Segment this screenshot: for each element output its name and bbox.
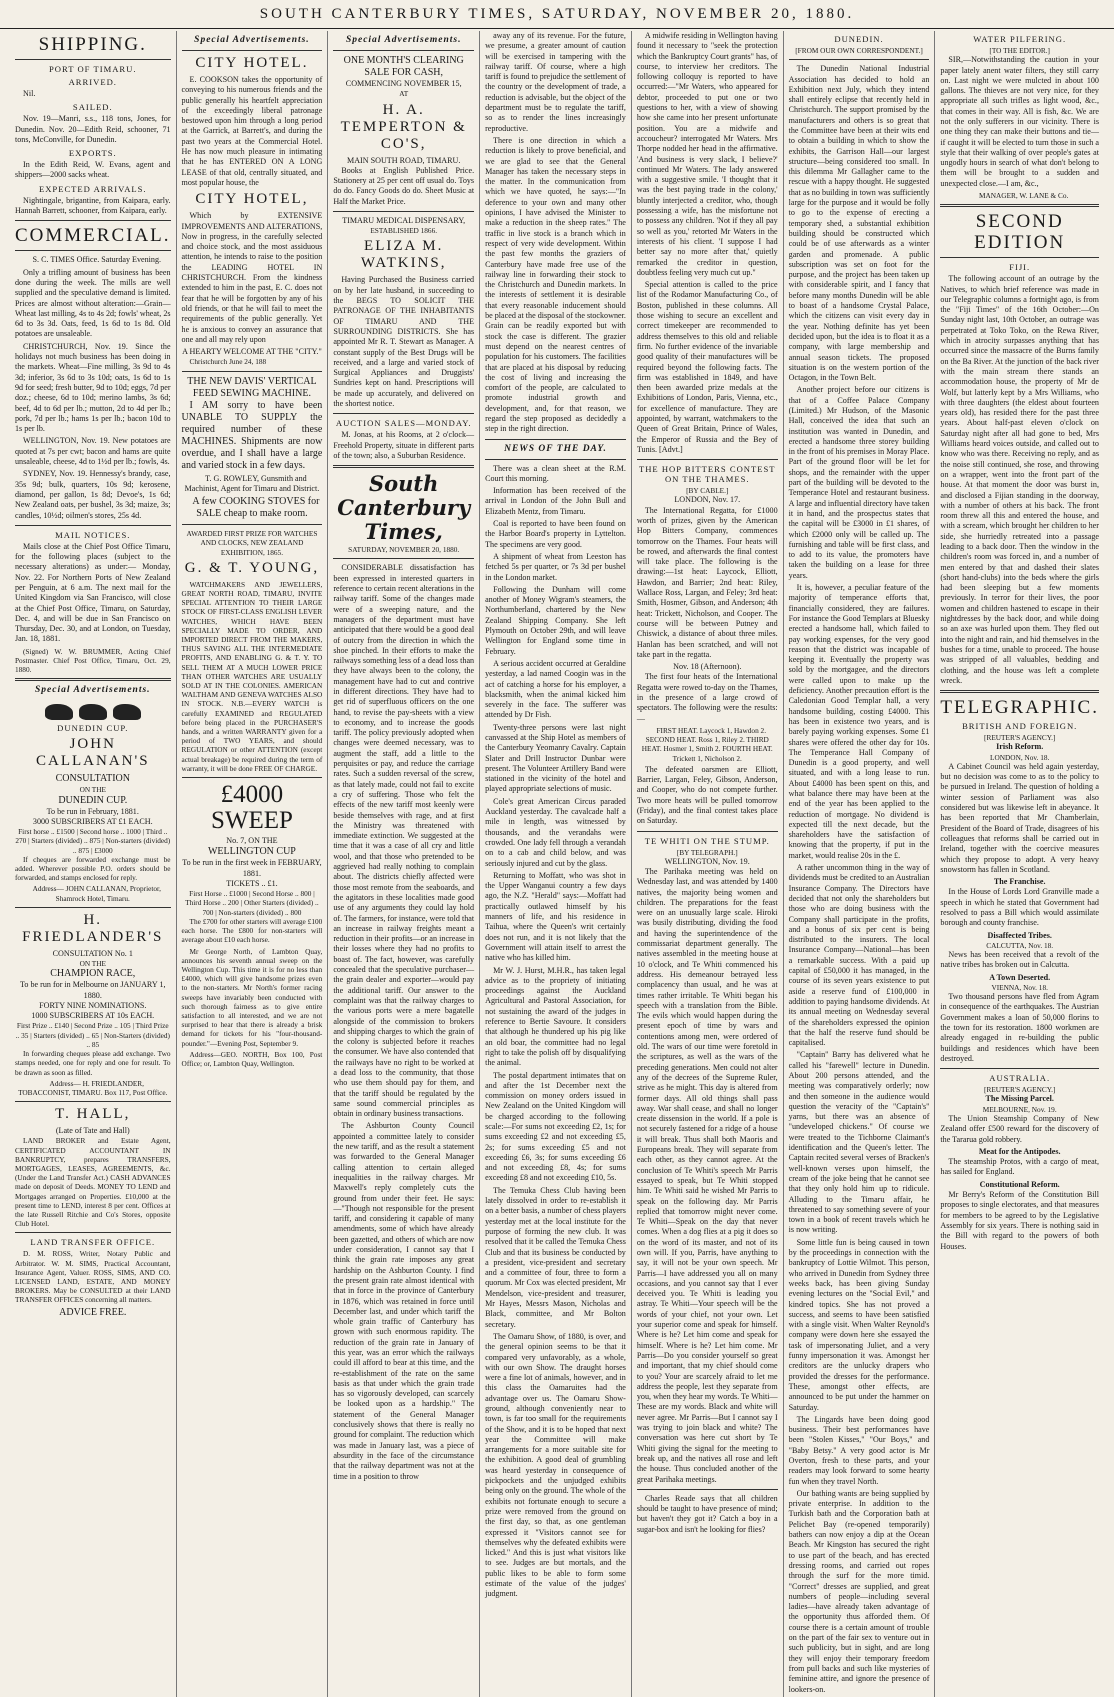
city-hotel-title: CITY HOTEL. — [195, 55, 309, 71]
temperton-date: COMMENCING NOVEMBER 15, — [345, 79, 462, 88]
meat-title: Meat for the Antipodes. — [978, 1146, 1061, 1156]
heat-results: FIRST HEAT. Laycock 1, Hawdon 2. SECOND HEAT. Ross 1, Riley 2. THIRD HEAT. Hosmer 1, Smith 2. FOURTH HEAT. Trickett 1, Nicholson 2. — [641, 725, 773, 763]
mail-title: MAIL NOTICES. — [55, 529, 131, 540]
divider — [15, 907, 171, 908]
news-item: Coal is reported to have been found on the Harbor Board's property in Lyttelton. The specimens are very good. — [485, 519, 626, 549]
callanan-title: JOHN CALLANAN'S — [36, 736, 150, 770]
temperton-head: ONE MONTH'S CLEARING SALE FOR CASH, — [343, 55, 464, 78]
friedlander-subs: 1000 SUBSCRIBERS AT 10s EACH. — [31, 1011, 155, 1021]
friedlander-address: Address— H. FRIEDLANDER, TOBACCONIST, TIMARU. Box 117, Post Office. — [18, 1078, 168, 1097]
exports-label: EXPORTS. — [68, 148, 117, 159]
sweep-tickets: TICKETS .. £1. — [226, 878, 278, 888]
constitutional-title: Constitutional Reform. — [979, 1179, 1060, 1189]
commercial-text: Only a trifling amount of business has been done during the week. The mills are well supplied and the speculative demand is limited. Prices are almost without alteration:—Grain—Wheat last milling, 4s to 4s 2d; fowls' wheat, 2s 6d to 3s 3d. Oats, feed, 1s 6d to 1s 8d. Old potatoes are unsaleable. — [15, 267, 171, 339]
divider — [789, 59, 930, 60]
missing-text: The Union Steamship Company of New Zealand offer £500 reward for the discovery of the Tararua gold robbery. — [940, 1113, 1099, 1144]
divider — [182, 50, 323, 51]
coffee-palace-2: It is, however, a peculiar feature of the majority of temperance efforts that, financially considered, they are failures. For instance the Good Templars at Bluesky erected a handsome hall, which failed to pay working expenses, for the very good reason that the district was incapable of keeping it. Eventually the property was sold by the mortgagee, and the directors were called upon to make up the deficiency. Another precaution effort is the Caledonian Good Templar hall, a very handsome building, costing £4000. This has been in existence two years, and is barely paying working expenses. Some £1 shares were offered the other day for 10s. The Temperance Hall Company of Dunedin is a good property, and well situated, and with a long lease to run. About £4000 has been spent on this, and what balance there may have been at the end of the year has been applied to the reduction of mortgage. No dividend is expected till the next decade, but the shareholders have the satisfaction of knowing that the property, if put in the market, would realise 20s in the £. — [788, 583, 930, 860]
sailed-text: Nov. 19—Manri, s.s., 118 tons, Jones, for Dunedin. Nov. 20—Edith Reid, schooner, 71 tons, McConville, for Dunedin. — [15, 114, 171, 144]
ross-title: LAND TRANSFER OFFICE. — [30, 1237, 156, 1248]
meat-text: The steamship Protos, with a cargo of meat, has sailed for England. — [940, 1157, 1099, 1177]
friedlander-noms: FORTY NINE NOMINATIONS. — [39, 1000, 147, 1010]
reuter-label: [REUTER'S AGENCY.] — [984, 733, 1056, 743]
news-item: The postal department intimates that on and after the 1st December next the commission on money orders issued in New Zealand on the United Kingdom will be charged according to the following scale:—For sums not exceeding £2, 1s; for sums exceeding £2 and not exceeding £5, 2s; for sums exceeding £5 and not exceeding £6, 3s; for sums exceeding £6 and not exceeding £8, 4s; for sums exceeding £8 and not exceeding £10, 5s. — [485, 1070, 626, 1183]
horse-icon — [45, 704, 73, 720]
column-6 — [784, 31, 936, 1697]
sydney-market: SYDNEY, Nov. 19. Hennessy's brandy, case, 35s 9d; bulk, quarters, 10s 9d; kerosene, diamond, per gallon, 1s 8d; Devoe's, 1s 6d; New Zealand oats, per bushel, 3s 3d; maize, 3s; candles, 10½d; oilmen's stores, 25s 4d. — [15, 469, 171, 520]
divider — [15, 525, 171, 526]
sweep-run: To be run in the first week in FEBRUARY, 1881. — [182, 858, 322, 878]
callanan-on: ON THE — [79, 785, 106, 795]
callanan-prizes: First horse .. £1500 | Second horse .. 1000 | Third .. 270 | Starters (divided) .. 875 | Non-starters (divided) .. 875 | £3000 — [15, 827, 171, 855]
temperton-items: Books at English Published Price. Stationery at 25 per cent off usual do. Toys do do. Fancy Goods do do. Sheet Music at Half the Market Price. — [333, 165, 475, 206]
water-text: SIR,—Notwithstanding the caution in your paper lately anent water filters, they still carry on. Last night we were mulcted in about 100 gallons. The thieves are not very nice, for they appropriate all such trifles as light wood, &c., that comes in their way. All is fish, &c. We are not the only sufferers in our vicinity. There is one thing they can make their buttons and tie—if caught it will be elected to turn those in such a style that their walking of over people's gates at ungodly hours in search of what don't belong to them will be brought to a sudden and unexpected close.—I am, &c., — [940, 55, 1099, 188]
tewhiti-title: TE WHITI ON THE STUMP. — [644, 835, 770, 846]
callanan-subs: 3000 SUBSCRIBERS AT £1 EACH. — [32, 816, 153, 826]
temperton-at: AT — [399, 89, 409, 99]
irish-text: A Cabinet Council was held again yesterday, but no decision was come to as to the policy to be pursued in Ireland. The question of holding a winter session of Parliament was also considered but was likewise left in abeyance. It has been reported that Mr Chamberlain, President of the Board of Trade, disagrees of his colleagues that reforms shall be carried out in Ireland, together with the coercive measures which they propose to adopt. A very heavy snowstorm has fallen in Scotland. — [940, 761, 1099, 874]
callanan-consult: CONSULTATION — [55, 773, 130, 785]
column-7 — [935, 31, 1104, 1697]
friedlander-on: ON THE — [79, 959, 106, 969]
horse-icon — [113, 704, 141, 720]
divider — [333, 50, 474, 51]
irish-title: Irish Reform. — [996, 742, 1044, 752]
divider — [15, 59, 171, 60]
sailed-label: SAILED. — [72, 102, 113, 113]
friedlander-prizes: First Prize .. £140 | Second Prize .. 105 | Third Prize .. 35 | Starters (divided) .. 65 | Non-Starters (divided) .. 85 — [15, 1021, 170, 1049]
dunedin-cup-label: DUNEDIN CUP. — [57, 723, 129, 734]
dunedin-text: The Dunedin National Industrial Association has decided to hold an Exhibition next July, which they intend shall entirely eclipse that recently held in Christchurch. The support promised by the manufacturers and others is so great that the Committee have been at their wits end to obtain a building in which to show the exhibits, the Garrison Hall—our largest structure—being considered too small. In this dilemma Mr Gallagher came to the rescue with a happy thought. He suggested that as no building in town was sufficiently large for the purpose and it would be folly to go to the expense of erecting a temporary shed, a substantial exhibition building should be constructed which could be of use afterwards as a winter garden and promenade. A public subscription was set on foot for the purpose, and the project has been taken up with considerable spirit, and I fancy that before many months Dunedin will be able to boast of a handsome Crystal Palace, which the citizens can visit every day in the year. Nothing definite has yet been decided upon, but the idea is to float it as a company, with large membership and annual season tickets. The proposed situation is on the western portion of the Octagon, in the Town Belt. — [788, 64, 930, 383]
constitutional-text: Mr Berry's Reform of the Constitution Bill proposes to single electorates, and that measures for members to be agreed to by the Legislative Assembly for six years. There is nothing said in the Bill with regard to the powers of both Houses. — [940, 1190, 1099, 1251]
divider — [940, 1068, 1099, 1069]
sweep-prizes: First Horse .. £1000 | Second Horse .. 800 | Third Horse .. 200 | Other Starters (divided) .. 700 | Non-starters (divided) .. 800 — [185, 889, 319, 917]
expected-label: EXPECTED ARRIVALS. — [38, 183, 147, 194]
midwife-item: A midwife residing in Wellington having found it necessary to "seek the protection which the Bankruptcy Court grants" has, of course, to interview her creditors. The following colloquy is reported to have occurred:—"Mr Waters, who appeared for debtor, proceeded to put one or two questions to her, with a view of showing how she came into her present unfortunate position. You are a midwife and accoucheur? interrogated Mr Waters. Mrs Thorpe nodded her head in the affirmative. 'And business is very slack, I believe?' continued Mr Waters. The lady answered with a suggestive smile. 'I thought that it was the best paying trade in the colony,' bluntly interjected a creditor, who, though possessing a wife, has the misfortune not to possess any children. 'Not if they all pay so well as you,' retorted Mr Waters in the interests of his client. 'I suppose I had better say no more after that,' quietly remarked the creditor in question, doubtless feeling very much cut up." — [636, 31, 778, 277]
missing-title: The Missing Parcel. — [985, 1094, 1054, 1104]
dunedin-title: DUNEDIN. — [834, 34, 884, 44]
divider — [637, 831, 778, 832]
callanan-note: If cheques are forwarded exchange must be added. Wherever possible P.O. orders should be forwarded, and stamps enclosed for reply. — [15, 854, 171, 883]
young-text: WATCHMAKERS AND JEWELLERS, GREAT NORTH ROAD, TIMARU, INVITE SPECIAL ATTENTION TO THEIR LARGE STOCK OF FIRST-CLASS ENGLISH LEVER WATCHES, WHICH HAVE BEEN SPECIALLY MADE TO ORDER, AND IMPORTED DIRECT FROM THE MAKERS, THUS SAVING ALL THE INTERMEDIATE PROFITS, AND ENABLING G. & T. Y. TO SELL THEM AT A MUCH LOWER PRICE THAN OTHER WATCHES ARE USUALLY SOLD AT IN THE COLONIES. AMERICAN WALTHAM AND GENEVA WATCHES ALSO IN STOCK. N.B.—EVERY WATCH is carefully EXAMINED and REGULATED before being placed in the PURCHASER'S hands, and a written WARRANTY given for a period of TWO YEARS, and should REGULATION or other ATTENTION (except actual breakage) be required during the term of warranty, it will be done FREE OF CHARGE. — [181, 579, 323, 773]
arrived-text: Nil. — [23, 89, 36, 98]
divider — [182, 777, 323, 778]
divider — [940, 690, 1099, 693]
disaffected-title: Disaffected Tribes. — [987, 930, 1052, 940]
mail-sign: (Signed) W. W. BRUMMER, Acting Chief Postmaster. Chief Post Office, Timaru, Oct. 29, 1880. — [15, 646, 171, 675]
city-hotel-title-2: CITY HOTEL, — [195, 191, 309, 208]
divider — [182, 371, 323, 372]
divider — [333, 211, 474, 212]
ross-text: D. M. ROSS, Writer, Notary Public and Arbitrator. W. M. SIMS, Practical Accountant, Insurance Agent, Valuer. ROSS, SIMS, AND CO. LICENSED LAND, ESTATE, AND MONEY BROKERS. May be CONSULTED at their LAND TRANSFER OFFICES concerning all matters. — [15, 1249, 171, 1305]
deserted-dateline: VIENNA, Nov. 18. — [991, 982, 1048, 992]
divider — [15, 678, 171, 681]
callanan-run: To be run in February, 1881. — [46, 806, 139, 816]
reuter-label-2: [REUTER'S AGENCY.] — [984, 1085, 1056, 1095]
reade-item: Charles Reade says that all children should be taught to have presence of mind; but haven't they got it? Catch a boy in a sugar-box and isn't he looking for flies? — [636, 1493, 778, 1534]
friedlander-title: H. FRIEDLANDER'S — [22, 911, 164, 945]
sweep-cup: WELLINGTON CUP — [207, 846, 296, 858]
temperton-name: H. A. TEMPERTON & CO'S, — [340, 101, 467, 152]
divider — [637, 459, 778, 460]
friedlander-run: To be run for in Melbourne on JANUARY 1, 1880. — [20, 980, 166, 1000]
tewhiti-tel: [BY TELEGRAPH.] — [676, 847, 738, 857]
hop-text-2: The first four heats of the International Regatta were rowed to-day on the Thames, in the presence of a large crowd of spectators. The following were the results:— — [636, 672, 778, 723]
divider — [333, 465, 474, 468]
newspaper-flag: South Canterbury Times, — [337, 471, 471, 545]
news-item: Twenty-three persons were last night canvassed at the Ship Hotel as members of the Canterbury Yeomanry Cavalry. Captain Slater and Drill Instructor Dunbar were present. The Volunteer Artillery Band were stationed in the vicinity of the hotel and played appropriate selections of music. — [485, 722, 626, 794]
watkins-text: Having Purchased the Business carried on by her late husband, in succeeding to the BEGS TO SOLICIT THE PATRONAGE OF THE INHABITANTS OF TIMARU AND THE SURROUNDING DISTRICTS. She has appointed Mr R. T. Stewart as Manager. A constant supply of the Best Drugs will be received, and a large and varied stock of Surgical Appliances and Druggists' Sundries kept on hand. Prescriptions will be made up accurately, and delivered on the shortest notice. — [333, 275, 475, 409]
leader-continued: away any of its revenue. For the future, we presume, a greater amount of caution will be exercised in tampering with the railway tariff. Of course, where a high tariff is found to prejudice the settlement of the country or the development of trade, a reduction is advisable, but the object of the department must be to regulate the tariff, so as to render the lines increasingly reproductive. — [485, 31, 626, 133]
davis-sign: T. G. ROWLEY, Gunsmith and Machinist, Agent for Timaru and District. — [184, 473, 320, 493]
young-ad — [182, 529, 323, 577]
auction-text: M. Jonas, at his Rooms, at 2 o'clock—Freehold Property, situate in different parts of the town; also, a Suburban Residence. — [333, 430, 475, 460]
barry-item: "Captain" Barry has delivered what he called his "farewell" lecture in Dunedin. About 200 persons attended, and the meeting was comparatively orderly; now and then someone in the audience would question the veracity of the "Captain's" yarns, but there was an absence of "undeveloped chickens." Of course we were treated to the Tichborne Claimant's identification and the Queen's letter. The Captain recited several verses of Bracken's well-known verses upon himself, the cream of the joke being that he cannot see that they only hold him up to ridicule. Alluding to the Timaru affair, he threatened to say something severe of your town in a book of recent travels which he is now writing. — [788, 1050, 930, 1235]
leader-article-2: The Ashburton County Council appointed a committee lately to consider the new tariff, and as the result a statement was forwarded to the General Manager calling attention to certain alleged inequalities in the railway charges. Mr Maxwell's reply completely cuts the ground from under their feet. He says:—"Though not responsible for the present tariff, and considering it capable of many amendments, some of which have already been gazetted, and others of which are now under consideration, I cannot say that I think the grain rate imposes any great hardship on the Ashburton County. I find the present grain rate almost identical with that in force in the province of Canterbury in 1876, which was retained in force until December last, and under which tariff the whole grain traffic of Canterbury has grown with such enormous rapidity. The reduction of the grain rate in January of this year, was an error which the railways could ill afford to bear at this time, and the re-establishment of the rate on the same basis as that under which the grain trade has so vigorously developed, can scarcely be looked upon as a hardship." The statement of the General Manager conclusively shows that there is really no ground for complaint. The reduction which was made in January last, was a piece of absurdity in the face of the circumstance that the railway department was not at the time in a position to throw — [333, 1121, 475, 1481]
watkins-title: ELIZA M. WATKINS, — [360, 238, 447, 272]
divider — [15, 250, 171, 251]
divider — [485, 459, 626, 460]
missing-dateline: MELBOURNE, Nov. 19. — [982, 1104, 1057, 1114]
lingards-item: The Lingards have been doing good business. Their best performances have been "Stolen Kisses," "Our Boys," and "Baby Betsy." A very good actor is Mr Overton, fresh to these parts, and your readers may look forward to some hearty fun when they travel North. — [788, 1414, 930, 1486]
insurance-item: A rather uncommon thing in the way of dividends must be credited to an Australian Insurance Company. The Directors have decided that not only the shareholders but those who are doing business with the Company shall participate in the profits, and a bonus of six per cent is being distributed to the insurers. The local Insurance Company—National—has been a remarkable success. With a paid up capital of £50,000 it has managed, in the course of its seven years existence to put aside a reserve fund of £100,000 in addition to paying handsome dividends. At its annual meeting on Wednesday several of the shareholders expressed the opinion that the half the reserve fund should be capitalised. — [788, 863, 930, 1048]
divider — [940, 257, 1099, 258]
city-hotel-date: Christchurch June 24, 188 — [189, 357, 267, 367]
advice-free: ADVICE FREE. — [59, 1306, 127, 1318]
deserted-title: A Town Deserted. — [989, 972, 1051, 982]
leader-continued-2: There is one direction in which a reduction is likely to prove beneficial, and we are glad to see that the General Manager has taken the necessary steps in the matter. In the communication from which we have quoted, he says:—"In deference to your own and many other opinions, I have advised the Minister to make a reduction in the sheep rates." The traffic in live stock is a branch which in respect of very wide development. Within the past few months the graziers of Canterbury have made free use of the railway line in forwarding their stock to the Christchurch and Dunedin markets. In the interests of settlement it is desirable that every reasonable inducement should be placed at the disposal of the stockowner. Grain can be readily exported but with stock the case is different. The grazier must depend on the nearest centres of population for his customers. The facilities that are placed at his disposal by reducing the cost of living and increasing the comfort of the people, are calculated to promote industrial growth and development, and, for that reason, we regard the step proposed as decidedly a step in the right direction. — [485, 135, 626, 434]
shipping-title: SHIPPING. — [38, 34, 147, 55]
second-edition: SECOND EDITION — [974, 211, 1066, 254]
news-item: The Oamaru Show, of 1880, is over, and the general opinion seems to be that it compared very unfavorably, as a whole, with our own Show. The draught horses were a fine lot of animals, however, and in this class the Oamaruites had the advantage over us. The Oamaru Show-ground, although conveniently near to town, is far too small for the requirements of the Show, and it is to be hoped that next year the Committee will make arrangements for a more suitable site for the exhibition. A good deal of grumbling was heard yesterday in consequence of pickpockets and the unjudged exhibits being only on the ground. The whole of the exhibits not fortunate enough to secure a prize were removed from the ground on the first day, so that, as one gentleman expressed it "Visitors cannot see for themselves why the defeated exhibits were licked." And this is just what visitors like to see. Judges are but mortals, and the public likes to be able to form some estimate of the value of the judges' judgment. — [485, 1331, 626, 1599]
tewhiti-text: The Parihaka meeting was held on Wednesday last, and was attended by 1400 natives, the majority being women and children. The preparations for the feast were on an unusually large scale. Hiroki was busily distributing, dividing the food and having the superintendence of the commissariat department generally. The natives assembled in the meeting house at 10 o'clock, and Te Whiti commenced his address. His demeanour betrayed less complacency than usual, and he was at times rather irritable. Te Whiti began his speech with a translation from the Bible. The evils which would happen during the present epoch of time by wars and contentions among men, were ordered of old. The wars of our time were foretold in the scriptures, as well as the wars of the preceding generations. Men could not alter any of the decrees of the Supreme Ruler, strive as he might. This day is altered from former days. All old things shall pass away. War shall cease, and shall no longer create dissension in the world. If a pole is not securely fastened for a ridge of a house it will break. Thus shall both Maoris and Europeans break. They will separate from each other, as they cannot agree. At the conclusion of Te Whiti's speech Mr Parris essayed to speak, but Te Whiti stopped him. Te Whiti said he wished Mr Parris to speak on the following day. Mr Parris replied that tomorrow might never come. Te Whiti—Speak on the day that never comes. When a dog flies at a pig it does so on the word of its master, and not of its own will. If you, Parris, have anything to say, it will not be your own speech. Mr Parris—I have addressed you all on many occasions, and you cannot say that I ever deceived you. Te Whiti is leading you astray. Te Whiti—Your speech will be the words of your chief, not your own. Let your superior come and speak for himself. Where is he? Let him come and speak for himself. Where is he? Let him come. Mr Parris—Do you consider yourself so great and important, that my chief should come to you? Your are scarcely afraid to let me address the people, lest they separate from you, when they hear my words. Te Whiti—These are my words. Black and white will never agree. Mr Parris—But I cannot say I was trying to join black and white? The conversation was here cut short by Te Whiti giving the signal for the meeting to break up, and the natives all rose and left the house. Thus concluded another of the great Parihaka meetings. — [636, 867, 778, 1484]
column-3 — [328, 31, 480, 1697]
christchurch-market: CHRISTCHURCH, Nov. 19. Since the holidays not much business has been doing in the markets. Wheat—Fine milling, 3s 9d to 4s 3d; inferior, 3s 6d to 3s 10d; oats, 1s 6d to 1s 9d for seed; fresh butter, 9d to 10d; eggs, 7d per doz.; cheese, 6d to 10d; merino lambs, 3s 6d; beef, 4d to 6d per lb.; mutton, 2d to 4d per lb.; pork, 7d per lb.; hams 1s per lb.; bacon 10d to 1s per lb. — [15, 341, 171, 434]
news-item: Information has been received of the arrival in London of the John Bull and Elizabeth Mentz, from Timaru. — [485, 486, 626, 516]
city-hotel-welcome: A HEARTY WELCOME AT THE "CITY." — [182, 347, 322, 357]
bathing-item: Our bathing wants are being supplied by private enterprise. In addition to the Turkish bath and the Corporation bath at Pelichet Bay (re-opened temporarily) bathers can now enjoy a dip at the Ocean Beach. Mr Kingston has secured the right to use part of the beach, and has erected dressing rooms, and carried out ropes through the surf for the more timid. "Correct" dresses are supplied, and great numbers of people—including several ladies—have already taken advantage of the opportunity thus afforded them. Of course there is a certain amount of trouble on the part of the fair sex to venture out in such publicity, but in sight, and are long they will enjoy their temporary freedom from pull backs and such like mysteries of feminine attire, and ignore the presence of lookers-on. — [788, 1488, 930, 1694]
friedlander-consult: CONSULTATION No. 1 — [52, 948, 133, 958]
mail-text: Mails close at the Chief Post Office Timaru, for the following places (subject to the necessary alterations) as under:— Monday, Nov. 22. For Northern Ports of New Zealand per Penguin, at 6 a.m. The next mail for the United Kingdom via San Francisco, will close at the Chief Post Office, Timaru, on Saturday, Dec. 4, and will be due in San Francisco on Thursday, Dec. 30, and at London, on Tuesday, Jan. 18, 1881. — [15, 541, 171, 644]
sweep-ad — [182, 782, 323, 917]
column-5 — [632, 31, 784, 1697]
friedlander-note: In forwarding cheques please add exchange. Two stamps needed, one for reply and one for result. To be drawn as soon as filled. — [15, 1049, 171, 1077]
news-item: Following the Dunham will come another of Money Wigram's steamers, the Northumberland, chartered by the New Zealand Shipping Company. She left Plymouth on October 29th, and will leave Wellington for England some time in February. — [485, 584, 626, 656]
page-masthead: SOUTH CANTERBURY TIMES, SATURDAY, NOVEMBER 20, 1880. — [0, 0, 1114, 29]
divider — [15, 1101, 171, 1102]
water-sign: MANAGER, W. LANE & Co. — [979, 191, 1069, 201]
special-ads-title: Special Advertisements. — [345, 35, 462, 45]
divider — [637, 1489, 778, 1490]
irish-dateline: LONDON, Nov. 18. — [990, 752, 1050, 762]
hall-text: LAND BROKER and Estate Agent, CERTIFICATED ACCOUNTANT IN BANKRUPTCY, prepares TRANSFERS, MORTGAGES, LEASES, AGREEMENTS, &c. (Under the Land Transfer Act.) CASH ADVANCES made on deposit of Deeds. MONEY TO LEND and Mortgages arranged on Properties. £10,000 at the present time to LEND, interest 8 per cent. Offices at the late Russell Ritchie and Co's Stores, opposite Club Hotel. — [15, 1136, 171, 1229]
water-to: [TO THE EDITOR.] — [989, 46, 1050, 55]
telegraphic-title: TELEGRAPHIC. — [940, 697, 1099, 719]
friedlander-race: CHAMPION RACE, — [50, 968, 136, 980]
disaffected-text: News has been received that a revolt of the native tribes has broken out in Calcutta. — [940, 950, 1099, 970]
special-ads-title: Special Advertisements. — [194, 35, 310, 45]
sweep-note: The £700 for other starters will average £100 each horse. The £800 for non-starters will average about £10 each horse. — [181, 916, 323, 945]
young-award: AWARDED FIRST PRIZE FOR WATCHES AND CLOCKS, NEW ZEALAND EXHIBITION, 1865. — [186, 529, 318, 557]
news-item: The Temuka Chess Club having been lately dissolved in order to re-establish it on a better basis, a number of chess players yesterday met at the local institute for the purpose of forming the new club. It was resolved that it be called the Temuka Chess Club and that its business be conducted by a president, vice-president and secretary and a committee of four, three to form a quorum. Mr Cox was elected president, Mr Mendelson, vice-president and treasurer, Mr Hayes, Messrs Mason, Nicholas and Black, committee, and Mr Bolton secretary. — [485, 1185, 626, 1329]
expected-text: Nightingale, brigantine, from Kaipara, early. Hannah Barrett, schooner, from Kaipara, early. — [15, 195, 171, 216]
dispensary-title: TIMARU MEDICAL DISPENSARY, — [342, 215, 466, 225]
franchise-title: The Franchise. — [993, 877, 1046, 887]
dispensary-est: ESTABLISHED 1866. — [370, 226, 438, 236]
hop-title: THE HOP BITTERS CONTEST ON THE THAMES. — [638, 464, 776, 485]
sweep-no: No. 7, ON THE — [226, 836, 278, 846]
hop-cable: [BY CABLE.] — [686, 486, 729, 496]
divider — [182, 524, 323, 525]
exhibition-item: Special attention is called to the price list of the Rodamor Manufacturing Co., of Boston, published in these columns. All those wishing to secure an excellent and correct timekeeper are recommended to address themselves to this old and reliable firm. No further evidence of the invariable good quality of their manufactures will be required beyond the following facts. The firm was established in 1849, and have then been awarded prize medals at the Exhibitions of London, Paris, Vienna, etc., for excellence of manufacture. They are appointed, by warrant, watchmakers to the Queen of Great Britain, Prince of Wales, the Emperor of Russia and the Bey of Tunis. [Advt.] — [636, 280, 778, 454]
news-title: NEWS OF THE DAY. — [504, 443, 607, 454]
divider — [15, 220, 171, 221]
wellington-market: WELLINGTON, Nov. 19. New potatoes are quoted at 7s per cwt; bacon and hams are quite unsaleable, cheese, 4d to 1½d per lb.; fowls, 4s. — [15, 436, 171, 467]
divider — [333, 558, 474, 559]
city-hotel-text: E. COOKSON takes the opportunity of conveying to his numerous friends and the public generally his heartfelt appreciation of the exceedingly liberal patronage bestowed upon him through a long period at the Garrick, at Barrett's, and during the past two years at the Commercial Hotel. He has now much pleasure in intimating that he has ENTERED ON A LONG LEASE of that old, centrally situated, and most popular house, the — [181, 75, 323, 187]
flag-date: SATURDAY, NOVEMBER 20, 1880. — [348, 545, 460, 555]
leader-article: CONSIDERABLE dissatisfaction has been expressed in interested quarters in reference to certain recent alterations in the railway tariff. Some of the changes made were of a sweeping nature, and the managers of the department must have anticipated that there would be a good deal of outcry from the direction in which the shoe pinched. In their efforts to make the railways something less of a dead loss than they have always been to the colony, the management have had to cut and contrive in different directions. They have had to get rid of superfluous officers on the one hand, to revise the pay-sheets with a view to economy, and to increase the goods tariff. The policy previously adopted when changes were deemed necessary, was to augment the staff, add a little to the perquisites or pay, and reduce the carriage rates. Such a sudden reversal of the screw, as that lately made, could not fail to excite a cry of suffering. Those who felt the effects of the new tariff most keenly were beside themselves with rage, and at first the Ministry was threatened with immediate extinction. We suggested at the time that it was a case of all cry and little wool, and that those who pretended to be aggrieved had really nothing to complain about. The districts chiefly affected were those most remote from the seaboards, and the agitators in these localities made good use of any arguments they could lay hold of. The farmers, for instance, were told that an increase in railway freights meant a reduction in their profits—or an increase in their losses where they had no profits to boast of. The fact, however, was carefully concealed that the speculative purchaser—the grain dealer and exporter—would pay the additional tariff. Our answer to the complaint was that the railway charges to the various ports were a mere bagatelle alongside of the commission to brokers and shipping charges to which the grain of the colony is subjected before it reaches the consumer. We have also contended that the railways have no right to be worked at a dead loss to the community, that those who use them should pay for them, and that the tariff should be regulated by the same sound commercial principles as obtain in ordinary business transactions. — [333, 563, 475, 1119]
hall-sub: (Late of Tate and Hall) — [55, 1126, 130, 1136]
horse-icon — [79, 704, 107, 720]
australia-title: AUSTRALIA. — [989, 1073, 1051, 1084]
column-2 — [177, 31, 329, 1697]
city-hotel-ad — [182, 55, 323, 72]
race-horses-illustration — [15, 698, 171, 720]
callanan-address: Address— JOHN CALLANAN, Proprietor, Shamrock Hotel, Timaru. — [32, 884, 161, 903]
port-heading: PORT OF TIMARU. — [49, 64, 137, 74]
hop-text: The International Regatta, for £1000 worth of prizes, given by the American Hop Bitters Company, commences tomorrow on the Thames. Four heats will be rowed, and afterwards the final contest will take place. The following is the drawing:—1st heat: Laycock, Elliott, Hawdon, and Barrier; 2nd heat: Riley, Wallace Ross, Largan, and Feley; 3rd heat: Smith, Hosmer, Gibson, and Anderson; 4th heat: Trickett, Nicholson, and Cooper. The course will be between Putney and Chiswick, a distance of about three miles. Hanlan has been scratched, and will not take part in the regatta. — [636, 505, 778, 659]
news-item: Returning to Moffatt, who was shot in the Upper Wanganui country a few days ago, the N.Z. "Herald" says:—Moffatt had practically outlawed himself by his manners of life, and his residence in Taihua, where the Queen's writ certainly does not run, and it is not likely that the Government will attain itself to arrest the native who has killed him. — [485, 870, 626, 963]
franchise-text: In the House of Lords Lord Granville made a speech in which he stated that Government had resolved to pass a Bill which would assimilate borough and county franchise. — [940, 887, 1099, 928]
sweep-text: Mr George North, of Lambton Quay, announces his seventh annual sweep on the Wellington Cup. This time it is for no less than £4000, which will give handsome prizes even to the non-starters. Mr North's former racing sweeps have invariably been conducted with such thorough fairness as to give entire satisfaction to all interested, and we are not surprised to hear that there is already a brisk demand for tickets for his "four-thousand-pounder."—Evening Post, September 9. — [181, 946, 323, 1048]
divider — [940, 204, 1099, 207]
temperton-ad — [333, 55, 474, 166]
arrived-label: ARRIVED. — [68, 77, 117, 87]
callanan-cup: DUNEDIN CUP. — [58, 794, 128, 806]
davis-note: A few COOKING STOVES for SALE cheap to make room. — [192, 496, 320, 520]
sweep-title: £4000 SWEEP — [210, 781, 293, 835]
davis-title: THE NEW DAVIS' VERTICAL FEED SEWING MACHINE. — [187, 375, 317, 399]
divider — [485, 439, 626, 440]
wilmot-item: Some little fun is being caused in town by the proceedings in connection with the bankruptcy of Lottie Wilmot. This person, who arrived in Dunedin from Sydney three weeks back, has been giving Sunday evening lectures on the "Social Evil," and kindred topics. She has not proved a success, and seems to have been satisfied with a single visit. When Walter Reynold's company were down here she essayed the task of impersonating Juliet, and a very funny impersonation it was. Amongst her creditors are the unlucky drapers who provided the dresses for the performance. These, amongst other effects, are announced to be put under the hammer on Saturday. — [788, 1237, 930, 1412]
friedlander-ad — [15, 912, 171, 1049]
hop-dateline: LONDON, Nov. 17. — [674, 495, 741, 505]
fiji-title: FIJI. — [1009, 262, 1031, 273]
hop-dateline-2: Nov. 18 (Afternoon). — [673, 662, 742, 672]
disaffected-dateline: CALCUTTA, Nov. 18. — [986, 940, 1054, 950]
fiji-text: The following account of an outrage by the Natives, to which brief reference was made in our Telegraphic columns a fortnight ago, is from the "Fiji Times" of the 16th October:—On Sunday night last, 10th October, an outrage was perpetrated at Toko Toko, on the Rewa River, which in atrocity surpasses anything that has occurred since the massacre of the Burns family on the Ba River. At the junction of the back river with the main stream there stands an accommodation house, the property of Mr de Wolf, but latterly kept by a Mrs Williams, who with three daughters (the eldest about fourteen years old), has resided there for the past three years. About half-past eleven o'clock on Saturday night after all had gone to bed, Mrs Williams heard voices outside, and called out to know who was there. Receiving no reply, and as the noise still continued, she rose, and throwing on a wrapper, went into the front part of the house. At that moment the door was burst in, and disclosed a Fijian standing in the doorway, with a number of others at his back. The front room threw all this and entered the house, and with a scream, which brought her children to her side, she hurriedly retreated into a passage leading to a back door. Then the window in the children's room was forced in, and a number of men entered by that and dashed their slates (short hand-clubs) into the beds where the girls had been sleeping but a few moments previously. In terror for their lives, the poor women and children hastened to escape in their nightdresses by the back door, and while doing so an axe was hurled upon them. They fled out into the night and rain, and hid themselves in the bushes for a time, unable to proceed. The house was stripped of all valuables, bedding and clothing, and the house was left a complete wreck. — [940, 274, 1099, 685]
news-item: There was a clean sheet at the R.M. Court this morning. — [485, 463, 626, 483]
tewhiti-dateline: WELLINGTON, Nov. 19. — [664, 856, 750, 866]
divider — [15, 1232, 171, 1233]
columns — [10, 31, 1104, 1694]
coffee-palace: Another project before our citizens is that of a Coffee Palace Company (Limited.) Mr Hudson, of the Masonic Hall, conceived the idea that such an institution was wanted in Dunedin, and erected a handsome three storey building in the front of his premises in Moray Place. Part of the ground floor will be let for shops, and the remainder with the upper part of the building will be devoted to the Temperance Hotel and restaurant business. A large and influential directory have taken it in hand, and the prospectus states that the capital will be £3000 in £1 shares, of which £2000 only will be called up. The furnishing and table will be first class, and to add to its value, the promoters have taken the building on a lease for three years. — [788, 385, 930, 580]
news-item: A serious accident occurred at Geraldine yesterday, a lad named Coogin was in the act of catching a horse for his employer, a blacksmith, when the animal kicked him severely in the face. The sufferer was attended by Dr Fish. — [485, 658, 626, 720]
column-1 — [10, 31, 177, 1697]
commercial-title: COMMERCIAL. — [15, 225, 171, 247]
sweep-address: Address—GEO. NORTH, Box 100, Post Office; or, Lambton Quay, Wellington. — [181, 1049, 323, 1068]
dunedin-corr: [FROM OUR OWN CORRESPONDENT.] — [795, 46, 923, 55]
british-title: BRITISH AND FOREIGN. — [962, 721, 1078, 732]
deserted-text: Two thousand persons have fled from Agram in consequence of the earthquakes. The Austrian Government makes a loan of 50,000 florins to the town for its restoration. 1800 workmen are already engaged in re-building the public buildings and residences which have been destroyed. — [940, 992, 1099, 1063]
divider — [333, 413, 474, 414]
davis-text: I AM sorry to have been UNABLE TO SUPPLY the required number of these MACHINES. Shipments are now overdue, and I shall have a large and varied stock in a few days. — [181, 399, 323, 471]
news-item: A shipment of wheat from Leeston has fetched 5s per quarter, or 7s 3d per bushel in the London market. — [485, 551, 626, 582]
hop-text-3: The defeated oarsmen are Elliott, Barrier, Largan, Feley, Gibson, Anderson, and Cooper, who do not compete further. Two more heats will be pulled tomorrow (Friday), and the final contest takes place on Saturday. — [636, 764, 778, 826]
exports-text: In the Edith Reid, W. Evans, agent and shippers—2000 sacks wheat. — [15, 160, 171, 180]
news-item: Mr W. J. Hurst, M.H.R., has taken legal advice as to the propriety of initiating proceedings against the Auckland Agricultural and Pastoral Association, for not sustaining the award of the judges in reference to Bertie Savoure. It considers that although he thundered up his pig like an old boar, the committee had no legal right to take the polish off by disqualifying the animal. — [485, 965, 626, 1068]
news-item: Cole's great American Circus paraded Auckland yesterday. The cavalcade half a mile in length, was witnessed by thousands, and the verandahs were crowded. One lady fell through a verandah on to a cab and child below, and was seriously injured and cut by the glass. — [485, 796, 626, 868]
special-ads-title: Special Advertisements. — [35, 685, 151, 696]
commercial-office: S. C. TIMES Office. Saturday Evening. — [32, 255, 162, 265]
city-hotel-text-2: Which by EXTENSIVE IMPROVEMENTS AND ALTERATIONS, Now in progress, in the carefully selected and choice stock, and the most assiduous attention, he intends to raise to the position the LEADING HOTEL IN CHRISTCHURCH. From the kindness extended to him in the past, E. C. does not fear that he will be forgotten by any of his old friends, or that he will fail to meet the requirements of the public generally. Yet he is anxious to convey an assurance that one and all may rely upon — [181, 211, 323, 344]
water-title: WATER PILFERING. — [973, 34, 1067, 44]
auction-title: AUCTION SALES—MONDAY. — [335, 418, 472, 429]
young-title: G. & T. YOUNG, — [184, 559, 320, 576]
hall-ad — [15, 1106, 171, 1136]
column-4 — [480, 31, 632, 1697]
hall-title: T. HALL, — [55, 1106, 131, 1123]
temperton-addr: MAIN SOUTH ROAD, TIMARU. — [347, 155, 461, 165]
callanan-ad — [15, 723, 171, 854]
